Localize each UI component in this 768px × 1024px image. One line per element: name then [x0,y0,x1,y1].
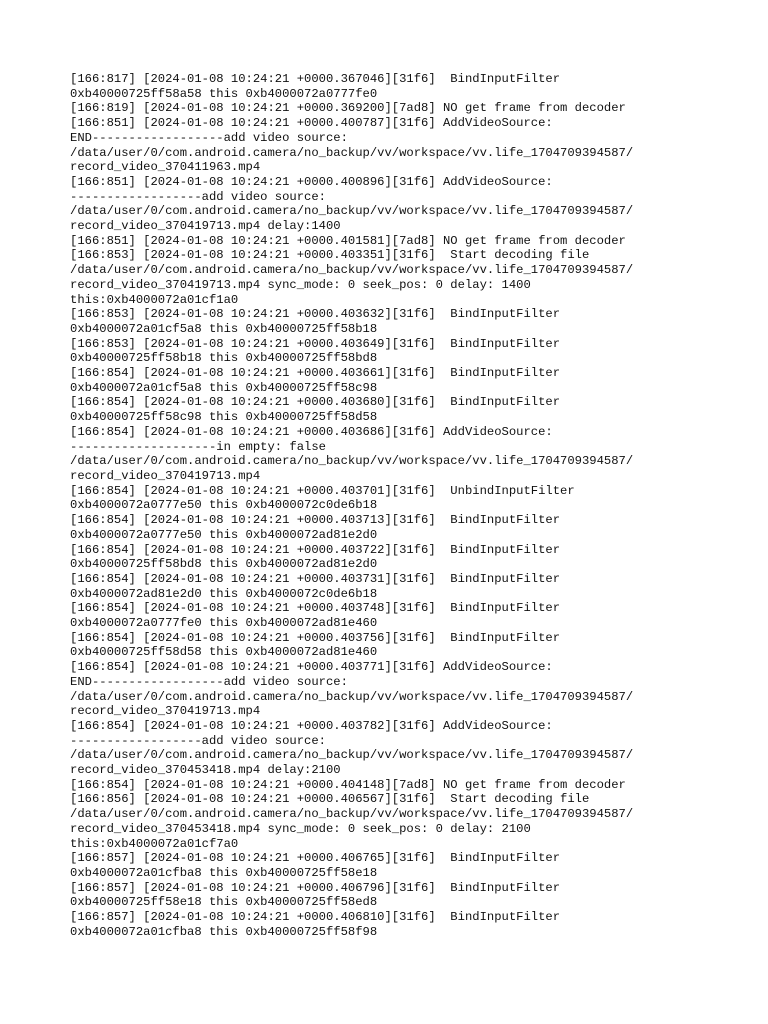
log-line: [166:854] [2024-01-08 10:24:21 +0000.403661][31f6] BindInputFilter [70,366,561,381]
log-line: 0xb4000072a01cf5a8 this 0xb40000725ff58c98 [70,380,378,395]
log-line: 0xb40000725ff58bd8 this 0xb4000072ad81e2d0 [70,557,378,572]
log-line: [166:856] [2024-01-08 10:24:21 +0000.406567][31f6] Start decoding file [70,792,590,807]
log-line: END------------------add video source: [70,130,348,145]
log-line: [166:819] [2024-01-08 10:24:21 +0000.369200][7ad8] NO get frame from decoder [70,101,626,116]
log-line: /data/user/0/com.android.camera/no_backup/vv/workspace/vv.life_1704709394587/ [70,263,634,278]
log-line: record_video_370419713.mp4 delay:1400 [70,219,341,234]
log-line: [166:853] [2024-01-08 10:24:21 +0000.403632][31f6] BindInputFilter [70,307,561,322]
log-line: [166:854] [2024-01-08 10:24:21 +0000.403722][31f6] BindInputFilter [70,542,561,557]
log-line: /data/user/0/com.android.camera/no_backup/vv/workspace/vv.life_1704709394587/ [70,204,634,219]
log-line: --------------------in empty: false [70,439,326,454]
log-line: [166:854] [2024-01-08 10:24:21 +0000.403713][31f6] BindInputFilter [70,513,561,528]
log-line: [166:854] [2024-01-08 10:24:21 +0000.403731][31f6] BindInputFilter [70,571,561,586]
log-line: [166:817] [2024-01-08 10:24:21 +0000.367046][31f6] BindInputFilter [70,72,561,86]
log-line: ------------------add video source: [70,733,326,748]
log-line: 0xb4000072a0777fe0 this 0xb4000072ad81e460 [70,616,378,631]
log-line: [166:853] [2024-01-08 10:24:21 +0000.403649][31f6] BindInputFilter [70,336,561,351]
log-line: record_video_370419713.mp4 [70,468,261,483]
log-line: this:0xb4000072a01cf7a0 [70,836,239,851]
log-line: 0xb4000072a01cfba8 this 0xb40000725ff58e18 [70,865,378,880]
log-line: [166:853] [2024-01-08 10:24:21 +0000.403351][31f6] Start decoding file [70,248,590,263]
log-line: 0xb4000072ad81e2d0 this 0xb4000072c0de6b18 [70,586,378,601]
log-line: [166:854] [2024-01-08 10:24:21 +0000.403782][31f6] AddVideoSource: [70,718,553,733]
log-line: 0xb40000725ff58d58 this 0xb4000072ad81e460 [70,645,378,660]
log-line: [166:854] [2024-01-08 10:24:21 +0000.404148][7ad8] NO get frame from decoder [70,777,626,792]
log-line: [166:854] [2024-01-08 10:24:21 +0000.403756][31f6] BindInputFilter [70,630,561,645]
log-line: ------------------add video source: [70,189,326,204]
log-line: record_video_370453418.mp4 delay:2100 [70,763,341,778]
log-line: record_video_370419713.mp4 sync_mode: 0 seek_pos: 0 delay: 1400 [70,277,531,292]
log-line: record_video_370419713.mp4 [70,704,261,719]
log-line: 0xb4000072a0777e50 this 0xb4000072ad81e2d0 [70,527,378,542]
log-line: record_video_370453418.mp4 sync_mode: 0 seek_pos: 0 delay: 2100 [70,821,531,836]
log-line: /data/user/0/com.android.camera/no_backup/vv/workspace/vv.life_1704709394587/ [70,807,634,822]
log-line: [166:851] [2024-01-08 10:24:21 +0000.401581][7ad8] NO get frame from decoder [70,233,626,248]
log-line: /data/user/0/com.android.camera/no_backup/vv/workspace/vv.life_1704709394587/ [70,454,634,469]
log-line: [166:854] [2024-01-08 10:24:21 +0000.403686][31f6] AddVideoSource: [70,424,553,439]
log-line: record_video_370411963.mp4 [70,160,261,175]
log-line: [166:854] [2024-01-08 10:24:21 +0000.403680][31f6] BindInputFilter [70,395,561,410]
log-line: [166:851] [2024-01-08 10:24:21 +0000.400787][31f6] AddVideoSource: [70,116,553,131]
log-line: [166:854] [2024-01-08 10:24:21 +0000.403748][31f6] BindInputFilter [70,601,561,616]
log-line: /data/user/0/com.android.camera/no_backup/vv/workspace/vv.life_1704709394587/ [70,689,634,704]
log-line: END------------------add video source: [70,674,348,689]
log-line: /data/user/0/com.android.camera/no_backup/vv/workspace/vv.life_1704709394587/ [70,748,634,763]
log-line: [166:857] [2024-01-08 10:24:21 +0000.406796][31f6] BindInputFilter [70,880,561,895]
log-line: [166:854] [2024-01-08 10:24:21 +0000.403701][31f6] UnbindInputFilter [70,483,575,498]
log-line: [166:854] [2024-01-08 10:24:21 +0000.403771][31f6] AddVideoSource: [70,660,553,675]
log-line: 0xb40000725ff58b18 this 0xb40000725ff58bd8 [70,351,378,366]
log-line: 0xb40000725ff58c98 this 0xb40000725ff58d58 [70,410,378,425]
log-line: [166:857] [2024-01-08 10:24:21 +0000.406765][31f6] BindInputFilter [70,851,561,866]
log-line: 0xb40000725ff58a58 this 0xb4000072a0777fe0 [70,86,378,101]
log-line: 0xb4000072a01cf5a8 this 0xb40000725ff58b18 [70,321,378,336]
log-line: 0xb4000072a01cfba8 this 0xb40000725ff58f98 [70,924,378,939]
log-line: [166:851] [2024-01-08 10:24:21 +0000.400896][31f6] AddVideoSource: [70,174,553,189]
log-line: 0xb4000072a0777e50 this 0xb4000072c0de6b18 [70,498,378,513]
log-line: 0xb40000725ff58e18 this 0xb40000725ff58ed8 [70,895,378,910]
log-line: /data/user/0/com.android.camera/no_backup/vv/workspace/vv.life_1704709394587/ [70,145,634,160]
log-line: this:0xb4000072a01cf1a0 [70,292,239,307]
log-line: [166:857] [2024-01-08 10:24:21 +0000.406810][31f6] BindInputFilter [70,910,561,925]
log-document [70,72,760,939]
